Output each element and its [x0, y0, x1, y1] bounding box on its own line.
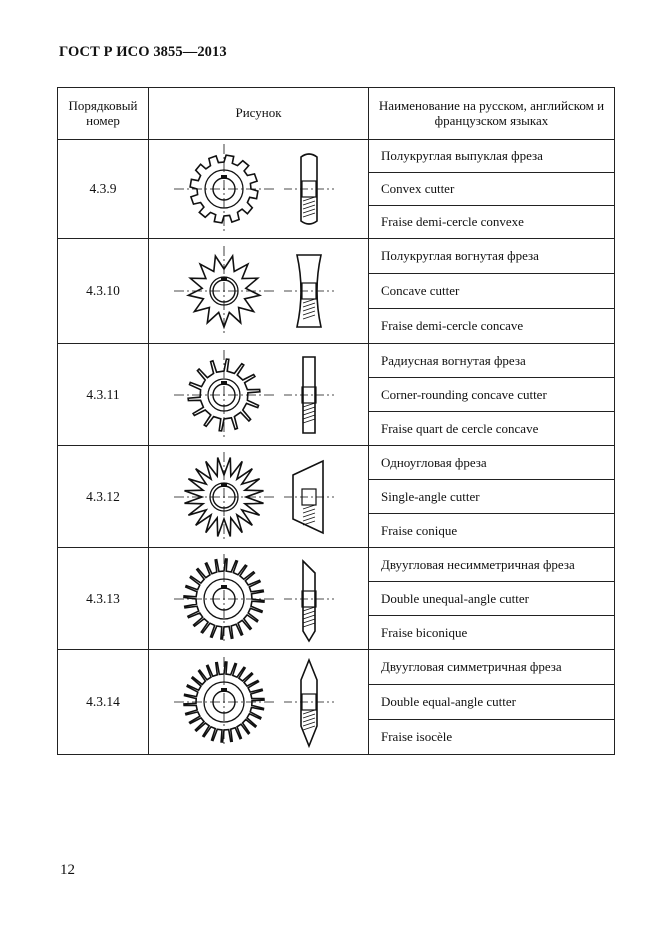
- double-equal-angle-cutter-icon: [169, 656, 349, 748]
- double-unequal-angle-cutter-icon: [169, 553, 349, 645]
- name-en: Corner-rounding concave cutter: [369, 378, 615, 412]
- cutter-figure: [149, 239, 369, 344]
- column-header-figure: Рисунок: [149, 88, 369, 140]
- item-number: 4.3.11: [58, 344, 149, 446]
- table-row: [58, 239, 615, 274]
- cutter-figure: [149, 548, 369, 650]
- cutter-figure: [149, 344, 369, 446]
- item-number: 4.3.10: [58, 239, 149, 344]
- convex-cutter-icon: [169, 143, 349, 235]
- column-header-names: Наименование на русском, английском и французском языках: [369, 88, 615, 140]
- table-row: [58, 650, 615, 685]
- cutter-table: [57, 87, 615, 755]
- name-ru: Двуугловая несимметричная фреза: [369, 548, 615, 582]
- cutter-figure: [149, 140, 369, 239]
- document-title: ГОСТ Р ИСО 3855—2013: [59, 44, 227, 60]
- name-en: Single-angle cutter: [369, 480, 615, 514]
- column-header-number: Порядковый номер: [58, 88, 149, 140]
- table-row: [58, 140, 615, 173]
- name-fr: Fraise isocèle: [369, 720, 615, 755]
- page-number: 12: [60, 862, 75, 878]
- cutter-figure: [149, 446, 369, 548]
- name-fr: Fraise conique: [369, 514, 615, 548]
- name-ru: Полукруглая вогнутая фреза: [369, 239, 615, 274]
- table-row: [58, 344, 615, 378]
- name-ru: Полукруглая выпуклая фреза: [369, 140, 615, 173]
- name-ru: Радиусная вогнутая фреза: [369, 344, 615, 378]
- single-angle-cutter-icon: [169, 451, 349, 543]
- corner-rounding-cutter-icon: [169, 349, 349, 441]
- name-fr: Fraise demi-cercle concave: [369, 309, 615, 344]
- table-row: [58, 548, 615, 582]
- name-ru: Двуугловая симметричная фреза: [369, 650, 615, 685]
- item-number: 4.3.9: [58, 140, 149, 239]
- name-en: Convex cutter: [369, 173, 615, 206]
- name-en: Concave cutter: [369, 274, 615, 309]
- table-header-row: [58, 88, 615, 140]
- table-row: [58, 446, 615, 480]
- name-fr: Fraise biconique: [369, 616, 615, 650]
- item-number: 4.3.12: [58, 446, 149, 548]
- name-fr: Fraise demi-cercle convexe: [369, 206, 615, 239]
- name-fr: Fraise quart de cercle concave: [369, 412, 615, 446]
- name-ru: Одноугловая фреза: [369, 446, 615, 480]
- concave-cutter-icon: [169, 245, 349, 337]
- item-number: 4.3.13: [58, 548, 149, 650]
- name-en: Double equal-angle cutter: [369, 685, 615, 720]
- name-en: Double unequal-angle cutter: [369, 582, 615, 616]
- cutter-figure: [149, 650, 369, 755]
- item-number: 4.3.14: [58, 650, 149, 755]
